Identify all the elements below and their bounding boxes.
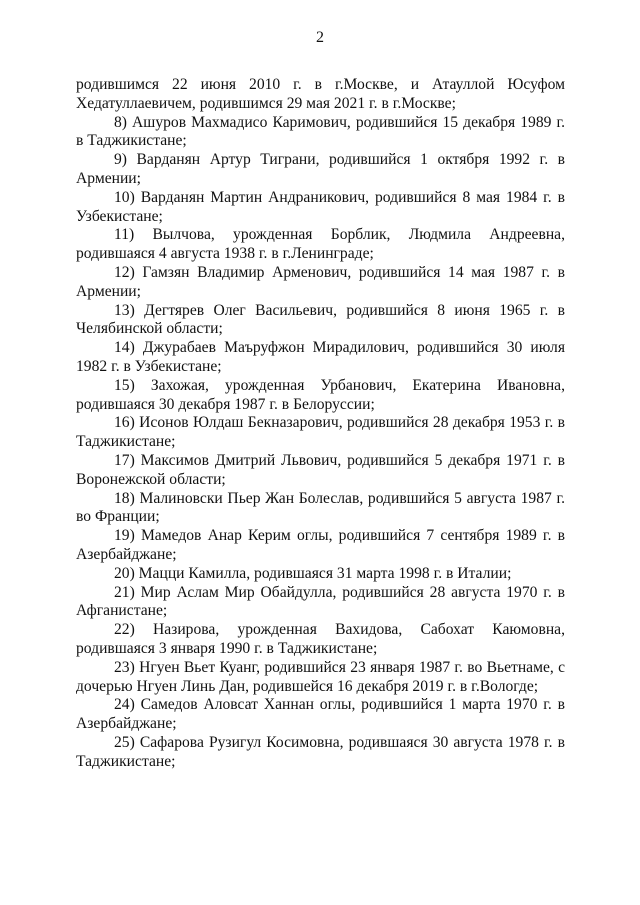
list-item-12: 12) Гамзян Владимир Арменович, родившийся 14 мая 1987 г. в Армении; [76,263,565,300]
list-item-14: 14) Джурабаев Маъруфжон Мирадилович, родившийся 30 июля 1982 г. в Узбекистане; [76,339,565,375]
list-item-15: 15) Захожая, урожденная Урбанович, Екатерина Ивановна, родившаяся 30 декабря 1987 г. в Белоруссии; [76,376,565,413]
list-item-19: 19) Мамедов Анар Керим оглы, родившийся 7 сентября 1989 г. в Азербайджане; [76,527,565,563]
list-item-9: 9) Варданян Артур Тиграни, родившийся 1 октября 1992 г. в Армении; [76,151,565,187]
list-item-24: 24) Самедов Аловсат Ханнан оглы, родившийся 1 марта 1970 г. в Азербайджане; [76,696,565,733]
list-item-11: 11) Вылчова, урожденная Борблик, Людмила Андреевна, родившаяся 4 августа 1938 г. в г.Ленинграде; [76,226,565,263]
list-item-8: 8) Ашуров Махмадисо Каримович, родившийся 15 декабря 1989 г. в Таджикистане; [76,113,565,150]
paragraph-continuation: родившимся 22 июня 2010 г. в г.Москве, и Атауллой Юсуфом Хедатуллаевичем, родившимся 29 мая 2021 г. в г.Москве; [76,76,565,112]
list-item-23: 23) Нгуен Вьет Куанг, родившийся 23 января 1987 г. во Вьетнаме, с дочерью Нгуен Линь Дан, родившейся 16 декабря 2019 г. в г.Вологде; [76,658,565,695]
list-item-16: 16) Исонов Юлдаш Бекназарович, родившийся 28 декабря 1953 г. в Таджикистане; [76,414,565,451]
list-item-18: 18) Малиновски Пьер Жан Болеслав, родившийся 5 августа 1987 г. во Франции; [76,489,565,526]
list-item-25: 25) Сафарова Рузигул Косимовна, родившаяся 30 августа 1978 г. в Таджикистане; [76,733,565,770]
list-item-22: 22) Назирова, урожденная Вахидова, Сабохат Каюмовна, родившаяся 3 января 1990 г. в Таджикистане; [76,621,565,657]
list-item-13: 13) Дегтярев Олег Васильевич, родившийся 8 июня 1965 г. в Челябинской области; [76,301,565,338]
list-item-21: 21) Мир Аслам Мир Обайдулла, родившийся 28 августа 1970 г. в Афганистане; [76,583,565,620]
page-number: 2 [316,29,324,46]
list-item-17: 17) Максимов Дмитрий Львович, родившийся 5 декабря 1971 г. в Воронежской области; [76,451,565,488]
document-body [76,76,565,771]
list-item-10: 10) Варданян Мартин Андраникович, родившийся 8 мая 1984 г. в Узбекистане; [76,188,565,225]
list-item-20: 20) Мацци Камилла, родившаяся 31 марта 1998 г. в Италии; [114,564,512,582]
